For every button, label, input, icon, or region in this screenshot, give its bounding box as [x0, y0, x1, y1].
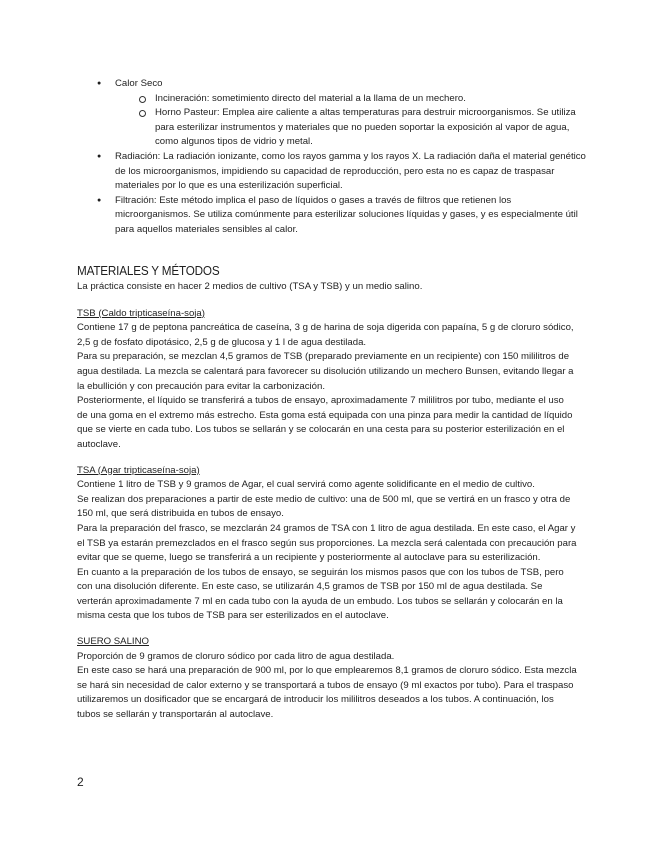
- suero-paragraph-1: Proporción de 9 gramos de cloruro sódico por cada litro de agua destilada.: [77, 650, 395, 662]
- tsa-paragraph-2: Se realizan dos preparaciones a partir de este medio de cultivo: una de 500 ml, que se vertirá en un frasco y otra de 150 ml, que será distribuida en tubos de ensayo.: [77, 493, 571, 520]
- tsa-paragraph-3: Para la preparación del frasco, se mezclarán 24 gramos de TSA con 1 litro de agua destilada. En este caso, el Agar y el TSB ya estarán premezclados en el frasco según sus proporciones. La mezcla será calentada con precaución para evitar que se queme, luego se transferirá a un recipiente y posteriormente al autoclave para su esterilización.: [77, 522, 577, 564]
- tsa-paragraph-1: Contiene 1 litro de TSB y 9 gramos de Agar, el cual servirá como agente solidificante en el medio de cultivo.: [77, 479, 535, 491]
- list-item-incineracion: Incineración: sometimiento directo del material a la llama de un mechero.: [137, 92, 587, 107]
- tsb-paragraph-3: Posteriormente, el líquido se transferirá a tubos de ensayo, aproximadamente 7 mililitros por tubo, mediante el uso de una goma en el extremo más estrecho. Esta goma está equipada con una pinza para medir la cantidad de líquido que se vierte en cada tubo. Los tubos se sellarán y se colocarán en una cesta para su posterior esterilización en el autoclave.: [77, 395, 573, 450]
- tsb-paragraph-1: Contiene 17 g de peptona pancreática de caseína, 3 g de harina de soja digerida con papaína, 5 g de cloruro sódico, 2,5 g de fosfato dipotásico, 2,5 g de glucosa y 1 l de agua destilada.: [77, 322, 574, 348]
- list-item-calor-seco: [97, 77, 587, 150]
- section-heading: MATERIALES Y MÉTODOS: [77, 263, 220, 278]
- calor-seco-sublist: [115, 92, 587, 150]
- suero-title: SUERO SALINO: [77, 636, 149, 648]
- tsa-title: TSA (Agar tripticaseína-soja): [77, 464, 200, 476]
- sterilization-methods-list: [97, 77, 587, 238]
- list-item-filtracion: ● Filtración: Este método implica el paso de líquidos o gases a través de filtros que retienen los microorganismos. Se utiliza comúnmente para esterilizar soluciones líquidas y gases, y es especialmente útil para aquellos materiales sensibles al calor.: [97, 194, 587, 238]
- tsa-paragraph-4: En cuanto a la preparación de los tubos de ensayo, se seguirán los mismos pasos que con los tubos de TSB, pero con una disolución diferente. En este caso, se utilizarán 4,5 gramos de TSB por 150 ml de agua destilada. Se verterán aproximadamente 7 ml en cada tubo con la ayuda de un embudo. Los tubos se sellarán y colocarán en la misma cesta que los tubos de TSB para ser esterilizados en el autoclave.: [77, 566, 564, 622]
- tsb-paragraph-2: Para su preparación, se mezclan 4,5 gramos de TSB (preparado previamente en un recipiente) con 150 mililitros de agua destilada. La mezcla se calentará para favorecer su disolución utilizando un mechero Bunsen, evitando llegar a la ebullición y con precaución para evitar la carbonización.: [77, 351, 574, 392]
- suero-section: [77, 635, 577, 723]
- suero-paragraph-2: En este caso se hará una preparación de 900 ml, por lo que emplearemos 8,1 gramos de cloruro sódico. Esta mezcla se hará sin necesidad de calor externo y se transportará a tubos de ensayo (9 ml exactos por tubo). Para el traspaso utilizaremos un dosificador que se encargará de introducir los mililitros deseados a los tubos. A continuación, los tubos se sellarán y transportarán al autoclave.: [77, 665, 577, 721]
- list-item-text: Calor Seco: [115, 78, 163, 89]
- section-intro: La práctica consiste en hacer 2 medios de cultivo (TSA y TSB) y un medio salino.: [77, 281, 423, 292]
- main-content: [77, 262, 577, 734]
- tsb-title: TSB (Caldo tripticaseína-soja): [77, 307, 205, 319]
- list-item-horno-pasteur: Horno Pasteur: Emplea aire caliente a altas temperaturas para destruir microorganismos. Se utiliza para esterilizar instrumentos y materiales que no pueden soportar la exposición al vapor de agua, como algunos tipos de vidrio y metal.: [137, 106, 587, 150]
- page-number: 2: [77, 775, 84, 789]
- tsb-section: [77, 307, 577, 453]
- tsa-section: [77, 464, 577, 625]
- list-item-radiacion: ● Radiación: La radiación ionizante, como los rayos gamma y los rayos X. La radiación daña el material genético de los microorganismos, impidiendo su capacidad de reproducción, pero esta no es capaz de traspasar materiales por lo que es una esterilización superficial.: [97, 150, 587, 194]
